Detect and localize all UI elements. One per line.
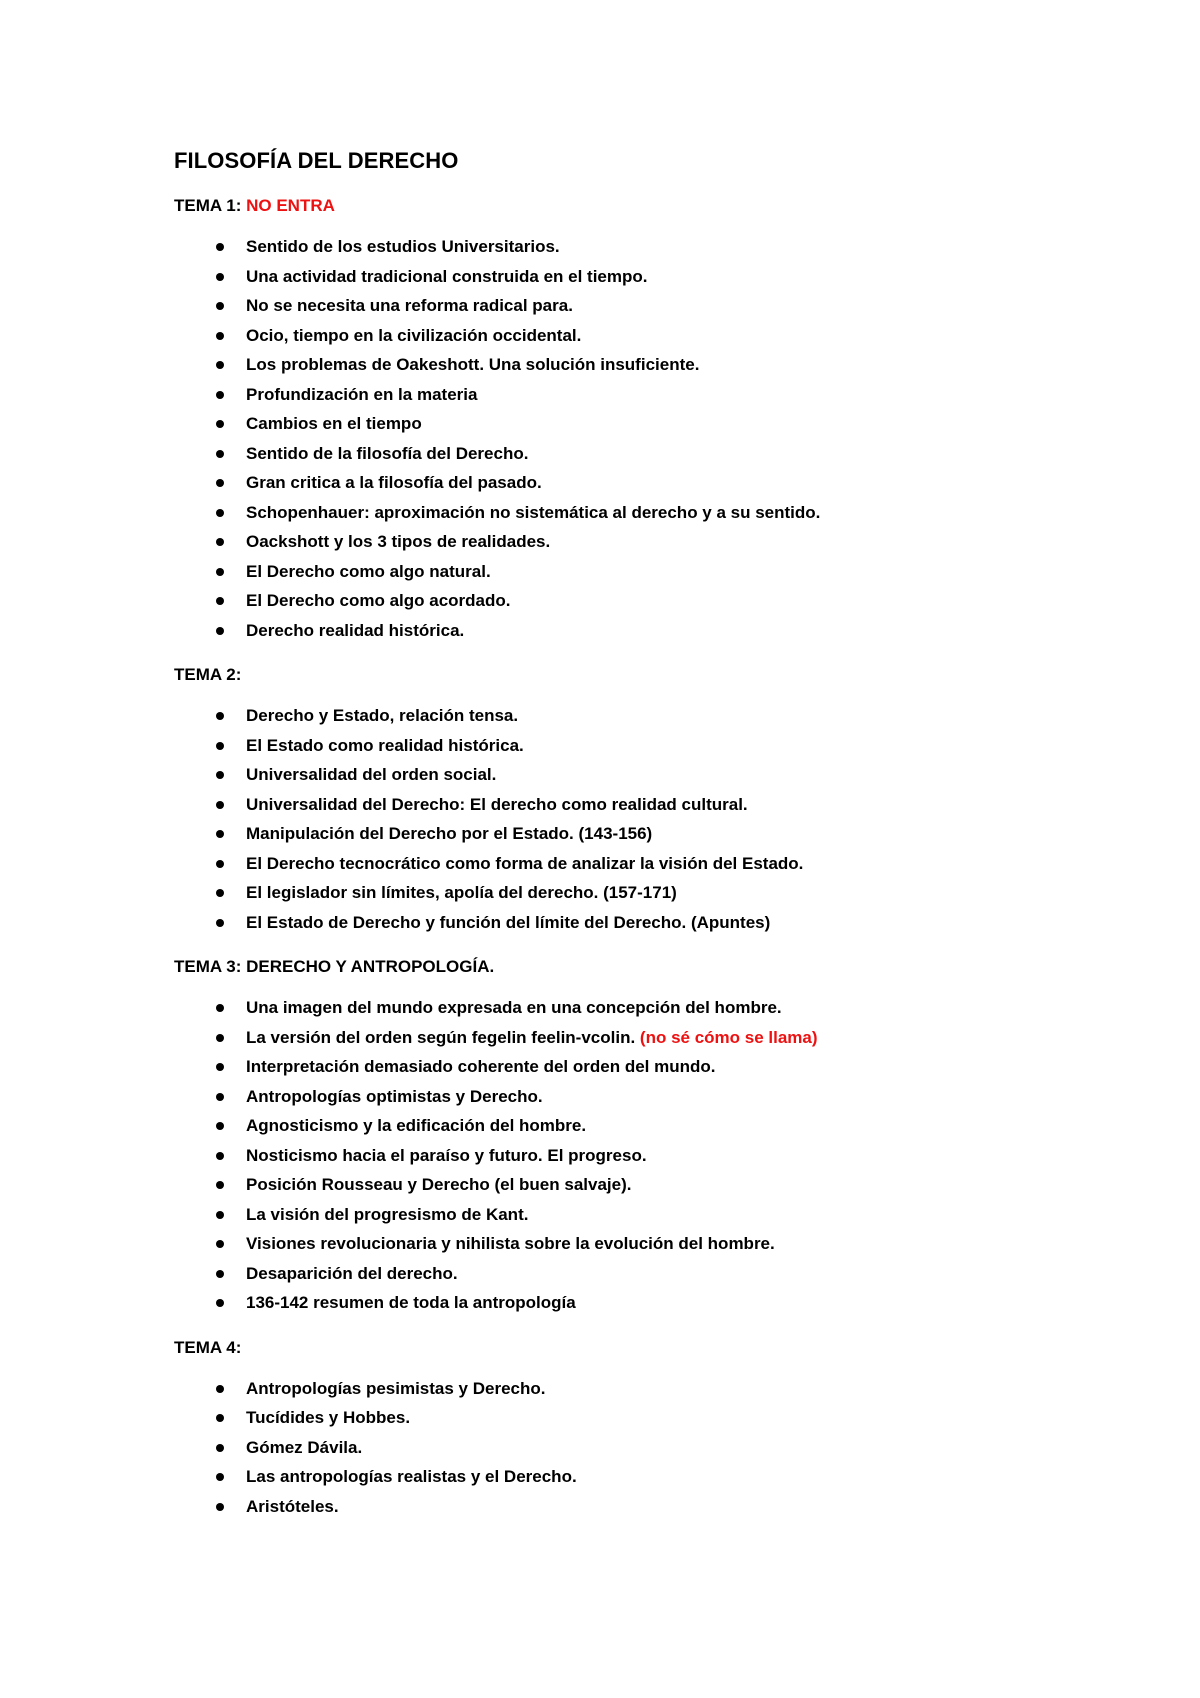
bullet-icon bbox=[216, 243, 224, 251]
list-item: El Derecho como algo natural. bbox=[174, 557, 1124, 587]
section-heading-label: TEMA 1: bbox=[174, 196, 242, 215]
list-item: Interpretación demasiado coherente del orden del mundo. bbox=[174, 1052, 1124, 1082]
bullet-icon bbox=[216, 1211, 224, 1219]
section-heading-label: TEMA 4: bbox=[174, 1337, 242, 1357]
bullet-icon bbox=[216, 479, 224, 487]
bullet-icon bbox=[216, 1122, 224, 1130]
topic-list-tema-2 bbox=[174, 701, 1124, 937]
bullet-icon bbox=[216, 1240, 224, 1248]
section-heading-note: NO ENTRA bbox=[246, 196, 335, 215]
list-item: No se necesita una reforma radical para. bbox=[174, 291, 1124, 321]
bullet-icon bbox=[216, 830, 224, 838]
bullet-icon bbox=[216, 597, 224, 605]
list-item: Gómez Dávila. bbox=[174, 1433, 1124, 1463]
list-item: Antropologías optimistas y Derecho. bbox=[174, 1082, 1124, 1112]
list-item: Sentido de los estudios Universitarios. bbox=[174, 232, 1124, 262]
bullet-icon bbox=[216, 302, 224, 310]
section-heading-label: TEMA 2: bbox=[174, 665, 242, 684]
list-item: Gran critica a la filosofía del pasado. bbox=[174, 468, 1124, 498]
section-heading-tema-1 bbox=[174, 194, 1124, 218]
bullet-icon bbox=[216, 391, 224, 399]
list-item: 136-142 resumen de toda la antropología bbox=[174, 1288, 1124, 1318]
list-item: La visión del progresismo de Kant. bbox=[174, 1200, 1124, 1230]
list-item: Las antropologías realistas y el Derecho. bbox=[174, 1462, 1124, 1492]
list-item: Ocio, tiempo en la civilización occidental. bbox=[174, 321, 1124, 351]
list-item: Agnosticismo y la edificación del hombre. bbox=[174, 1111, 1124, 1141]
bullet-icon bbox=[216, 332, 224, 340]
list-item: El Derecho tecnocrático como forma de analizar la visión del Estado. bbox=[174, 849, 1124, 879]
bullet-icon bbox=[216, 712, 224, 720]
topic-list-tema-3 bbox=[174, 993, 1124, 1318]
list-item: Derecho y Estado, relación tensa. bbox=[174, 701, 1124, 731]
bullet-icon bbox=[216, 538, 224, 546]
bullet-icon bbox=[216, 1385, 224, 1393]
list-item: Aristóteles. bbox=[174, 1492, 1124, 1522]
bullet-icon bbox=[216, 1270, 224, 1278]
list-item: El Estado de Derecho y función del límite del Derecho. (Apuntes) bbox=[174, 908, 1124, 938]
bullet-icon bbox=[216, 919, 224, 927]
item-note: (no sé cómo se llama) bbox=[639, 1027, 818, 1047]
bullet-icon bbox=[216, 568, 224, 576]
bullet-icon bbox=[216, 742, 224, 750]
list-item: Schopenhauer: aproximación no sistemática al derecho y a su sentido. bbox=[174, 498, 1124, 528]
bullet-icon bbox=[216, 1181, 224, 1189]
list-item: Oackshott y los 3 tipos de realidades. bbox=[174, 527, 1124, 557]
bullet-icon bbox=[216, 1444, 224, 1452]
topic-list-tema-4 bbox=[174, 1374, 1124, 1522]
list-item: Visiones revolucionaria y nihilista sobre la evolución del hombre. bbox=[174, 1229, 1124, 1259]
bullet-icon bbox=[216, 627, 224, 635]
topic-list-tema-1 bbox=[174, 232, 1124, 645]
list-item: Universalidad del Derecho: El derecho como realidad cultural. bbox=[174, 790, 1124, 820]
list-item: Nosticismo hacia el paraíso y futuro. El progreso. bbox=[174, 1141, 1124, 1171]
document-content bbox=[174, 146, 1124, 1539]
bullet-icon bbox=[216, 1063, 224, 1071]
list-item: El legislador sin límites, apolía del derecho. (157-171) bbox=[174, 878, 1124, 908]
section-heading-label: TEMA 3: DERECHO Y ANTROPOLOGÍA. bbox=[174, 957, 495, 976]
list-item: Los problemas de Oakeshott. Una solución insuficiente. bbox=[174, 350, 1124, 380]
list-item: Manipulación del Derecho por el Estado. (143-156) bbox=[174, 819, 1124, 849]
bullet-icon bbox=[216, 1414, 224, 1422]
list-item: Tucídides y Hobbes. bbox=[174, 1403, 1124, 1433]
bullet-icon bbox=[216, 860, 224, 868]
list-item: Desaparición del derecho. bbox=[174, 1259, 1124, 1289]
bullet-icon bbox=[216, 1299, 224, 1307]
list-item: Derecho realidad histórica. bbox=[174, 616, 1124, 646]
bullet-icon bbox=[216, 420, 224, 428]
list-item: Profundización en la materia bbox=[174, 380, 1124, 410]
bullet-icon bbox=[216, 1004, 224, 1012]
bullet-icon bbox=[216, 1034, 224, 1042]
list-item: Antropologías pesimistas y Derecho. bbox=[174, 1374, 1124, 1404]
bullet-icon bbox=[216, 1093, 224, 1101]
list-item: El Estado como realidad histórica. bbox=[174, 731, 1124, 761]
section-heading-tema-2 bbox=[174, 663, 1124, 687]
list-item: Cambios en el tiempo bbox=[174, 409, 1124, 439]
bullet-icon bbox=[216, 509, 224, 517]
bullet-icon bbox=[216, 273, 224, 281]
section-heading-tema-4 bbox=[174, 1336, 1124, 1360]
list-item: La versión del orden según fegelin feelin-vcolin. (no sé cómo se llama) bbox=[174, 1023, 1124, 1053]
bullet-icon bbox=[216, 361, 224, 369]
list-item: Una imagen del mundo expresada en una concepción del hombre. bbox=[174, 993, 1124, 1023]
document-title: FILOSOFÍA DEL DERECHO bbox=[174, 148, 459, 173]
bullet-icon bbox=[216, 450, 224, 458]
bullet-icon bbox=[216, 771, 224, 779]
bullet-icon bbox=[216, 1473, 224, 1481]
bullet-icon bbox=[216, 889, 224, 897]
list-item: Una actividad tradicional construida en el tiempo. bbox=[174, 262, 1124, 292]
bullet-icon bbox=[216, 801, 224, 809]
list-item: Universalidad del orden social. bbox=[174, 760, 1124, 790]
list-item: Sentido de la filosofía del Derecho. bbox=[174, 439, 1124, 469]
bullet-icon bbox=[216, 1503, 224, 1511]
list-item: Posición Rousseau y Derecho (el buen salvaje). bbox=[174, 1170, 1124, 1200]
bullet-icon bbox=[216, 1152, 224, 1160]
list-item: El Derecho como algo acordado. bbox=[174, 586, 1124, 616]
section-heading-tema-3 bbox=[174, 955, 1124, 979]
